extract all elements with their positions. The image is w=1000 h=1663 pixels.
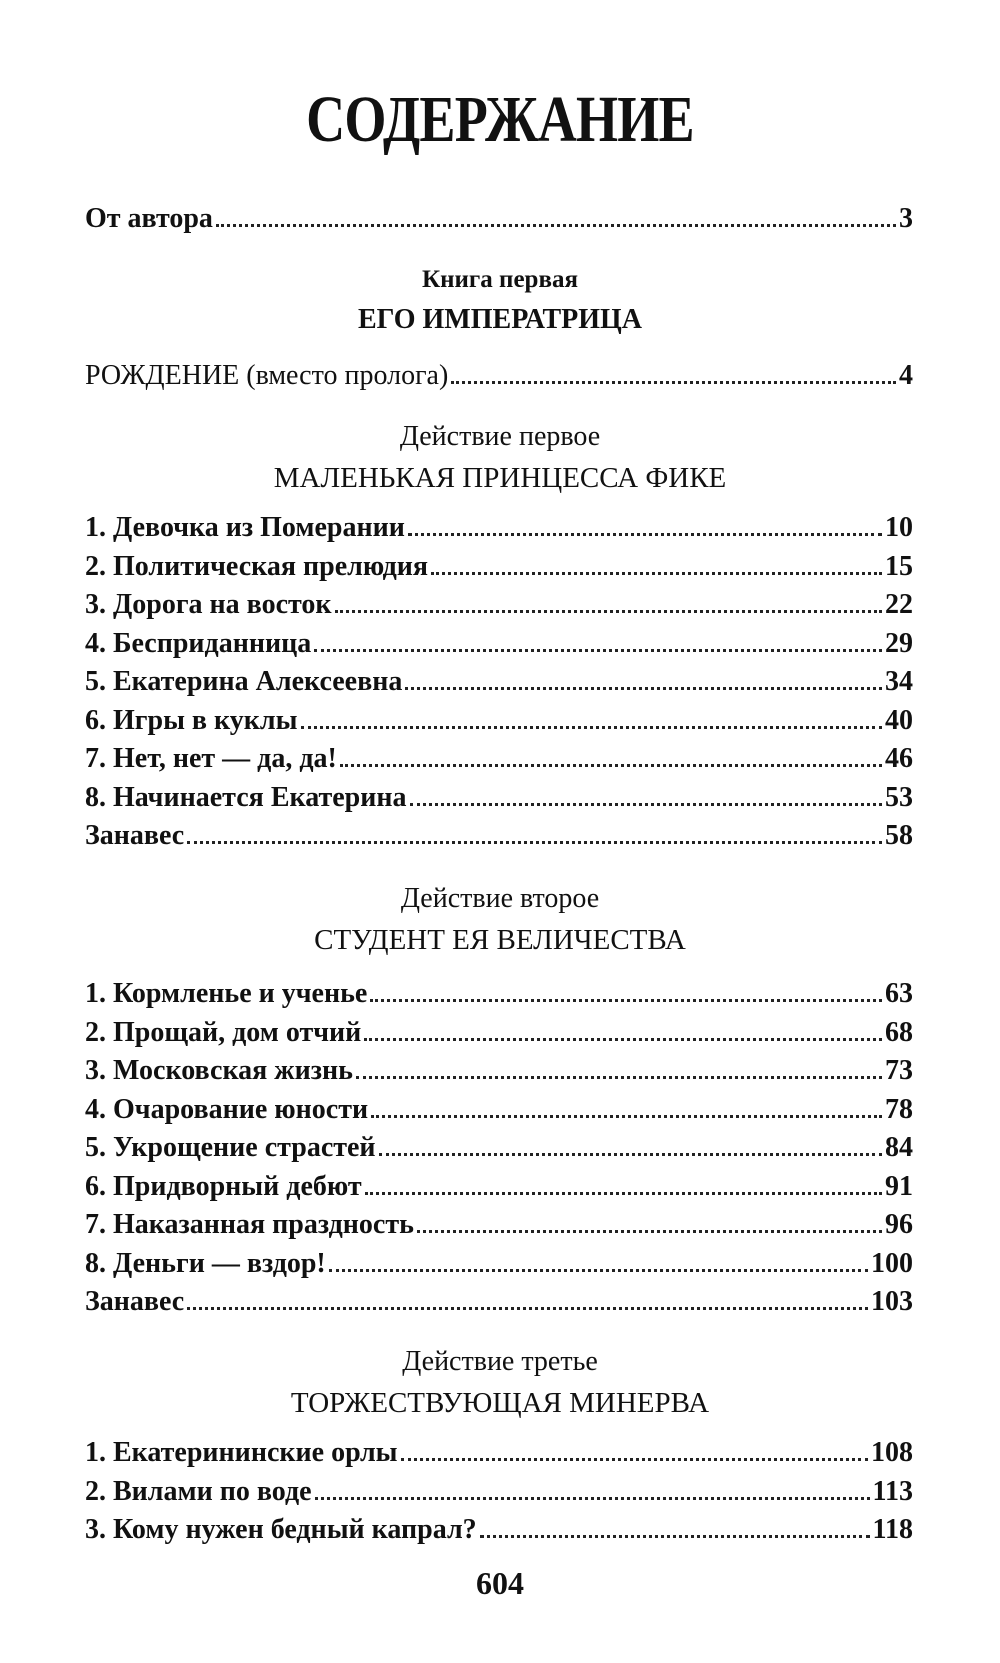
entry-label: 5. Екатерина Алексеевна [85, 666, 403, 697]
toc-entry [85, 1054, 913, 1088]
dot-leader [335, 610, 882, 613]
dot-leader [401, 1458, 868, 1461]
page-title: СОДЕРЖАНИЕ [306, 83, 694, 156]
entry-page: 78 [885, 1093, 913, 1125]
act-label: Действие первое [399, 421, 601, 452]
dot-leader [408, 533, 882, 536]
entry-page: 3 [899, 203, 913, 234]
entry-label: От автора [85, 203, 213, 234]
toc-entry [85, 1513, 913, 1547]
dot-leader [431, 572, 882, 575]
entry-page: 58 [885, 820, 913, 851]
entry-label: 2. Политическая прелюдия [85, 550, 429, 582]
dot-leader [480, 1535, 870, 1538]
entry-label: 5. Укрощение страстей [85, 1132, 376, 1163]
toc-entry [85, 819, 913, 853]
entry-label: 1. Девочка из Померании [85, 512, 405, 543]
toc-entry [85, 550, 913, 584]
act-label: Действие второе [400, 883, 600, 914]
dot-leader [187, 1307, 868, 1310]
dot-leader [364, 1038, 882, 1041]
toc-entry [85, 588, 913, 622]
dot-leader [314, 649, 882, 652]
entry-label: 3. Московская жизнь [85, 1055, 353, 1086]
dot-leader [340, 764, 882, 767]
toc-entry [85, 627, 913, 661]
toc-entry [85, 1208, 913, 1242]
entry-page: 22 [885, 589, 913, 620]
entry-label: 3. Кому нужен бедный капрал? [85, 1514, 477, 1545]
book-title: ЕГО ИМПЕРАТРИЦА [357, 304, 643, 335]
toc-entry [85, 977, 913, 1011]
entry-page: 84 [885, 1132, 913, 1163]
entry-label: 8. Деньги — вздор! [85, 1247, 326, 1279]
dot-leader [405, 687, 882, 690]
act-title: СТУДЕНТ ЕЯ ВЕЛИЧЕСТВА [314, 924, 686, 956]
toc-entry [85, 1475, 913, 1509]
toc-entry [85, 1093, 913, 1127]
entry-label: Занавес [85, 1286, 185, 1317]
toc-entry [85, 1016, 913, 1050]
entry-label: 7. Наказанная праздность [85, 1209, 414, 1240]
entry-label: 8. Начинается Екатерина [85, 781, 407, 813]
entry-page: 4 [899, 360, 913, 391]
entry-label: 7. Нет, нет — да, да! [85, 743, 337, 774]
entry-page: 103 [871, 1286, 913, 1317]
toc-entry [85, 1247, 913, 1281]
entry-label: 2. Вилами по воде [85, 1475, 312, 1507]
entry-page: 40 [885, 704, 913, 736]
entry-page: 68 [885, 1016, 913, 1048]
entry-page: 113 [872, 1475, 913, 1507]
toc-entry [85, 704, 913, 738]
dot-leader [356, 1076, 882, 1079]
entry-page: 53 [885, 781, 913, 813]
act-label: Действие третье [402, 1346, 598, 1377]
act-title: ТОРЖЕСТВУЮЩАЯ МИНЕРВА [290, 1387, 710, 1419]
entry-label: 1. Екатерининские орлы [85, 1437, 398, 1468]
dot-leader [371, 1115, 882, 1118]
act-title: МАЛЕНЬКАЯ ПРИНЦЕССА ФИКЕ [273, 462, 727, 494]
dot-leader [379, 1153, 882, 1156]
dot-leader [187, 841, 882, 844]
entry-label: Занавес [85, 820, 185, 851]
entry-page: 10 [885, 512, 913, 543]
toc-entry-prologue [85, 359, 913, 393]
entry-label: 3. Дорога на восток [85, 589, 332, 620]
toc-entry [85, 1170, 913, 1204]
entry-page: 91 [885, 1170, 913, 1202]
entry-page: 15 [885, 550, 913, 582]
book-label: Книга первая [422, 266, 578, 293]
entry-label: 1. Кормленье и ученье [85, 978, 368, 1009]
entry-label: 6. Игры в куклы [85, 704, 298, 736]
entry-label: 2. Прощай, дом отчий [85, 1016, 362, 1048]
entry-page: 96 [885, 1209, 913, 1240]
toc-entry [85, 1436, 913, 1470]
entry-page: 46 [885, 743, 913, 774]
entry-page: 100 [871, 1247, 913, 1279]
toc-entry [85, 1285, 913, 1319]
entry-label: 4. Очарование юности [85, 1093, 369, 1125]
toc-entry [85, 511, 913, 545]
dot-leader [365, 1192, 882, 1195]
toc-entry [85, 742, 913, 776]
toc-entry [85, 665, 913, 699]
entry-page: 73 [885, 1055, 913, 1086]
toc-entry [85, 1131, 913, 1165]
toc-entry-preface [85, 202, 913, 236]
dot-leader [410, 803, 883, 806]
page-number: 604 [476, 1565, 524, 1601]
dot-leader [301, 726, 883, 729]
toc-entry [85, 781, 913, 815]
dot-leader [417, 1230, 882, 1233]
dot-leader [315, 1497, 870, 1500]
entry-label: 6. Придворный дебют [85, 1170, 362, 1202]
entry-label: 4. Бесприданница [85, 627, 312, 659]
entry-page: 108 [871, 1437, 913, 1468]
entry-page: 118 [872, 1514, 913, 1545]
entry-page: 29 [885, 627, 913, 659]
dot-leader [329, 1269, 868, 1272]
dot-leader [216, 224, 896, 227]
dot-leader [370, 999, 882, 1002]
entry-label: РОЖДЕНИЕ (вместо пролога) [85, 360, 449, 391]
entry-page: 63 [885, 978, 913, 1009]
dot-leader [451, 381, 896, 384]
entry-page: 34 [885, 666, 913, 697]
